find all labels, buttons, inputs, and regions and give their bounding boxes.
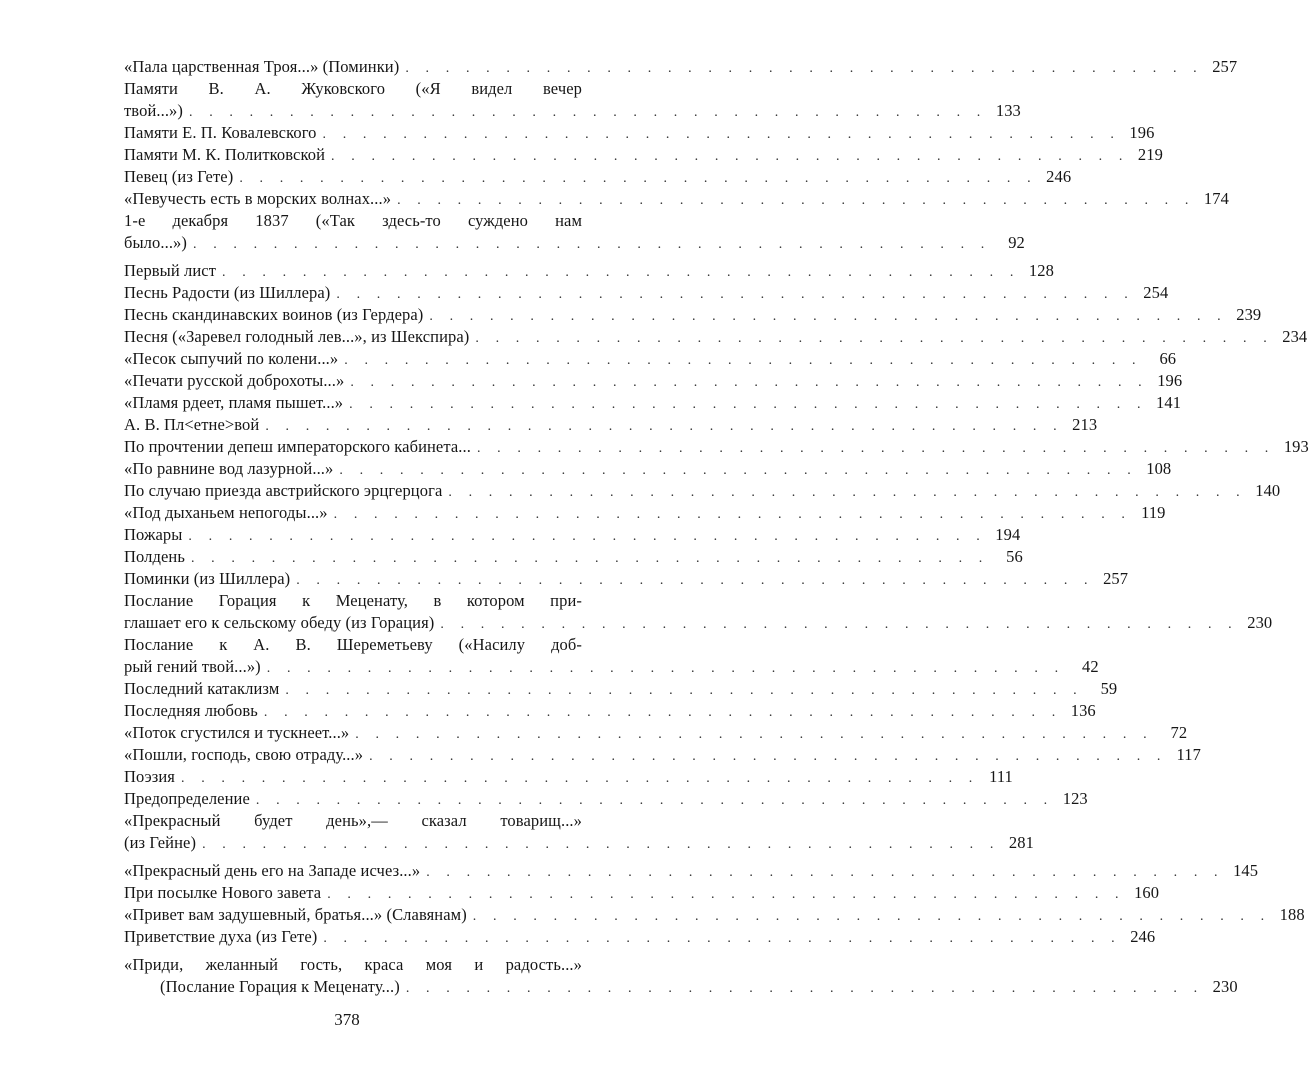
dot-leader: . . . . . . . . . . . . . . . . . . . . . . . . . . . . . . . . . . . . . . . . — [266, 661, 1065, 676]
toc-entry-line — [124, 436, 1309, 458]
toc-entry-title: твой...») — [124, 101, 183, 120]
toc-entry — [124, 78, 1021, 122]
toc-entry-page: 239 — [1236, 305, 1262, 324]
dot-leader: . . . . . . . . . . . . . . . . . . . . . . . . . . . . . . . . . . . . . . . . — [344, 353, 1143, 368]
toc-entry-line — [124, 656, 1099, 678]
toc-entry-page: 56 — [1006, 547, 1023, 566]
toc-entry-line — [124, 370, 1183, 392]
dot-leader: . . . . . . . . . . . . . . . . . . . . . . . . . . . . . . . . . . . . . . . . — [255, 793, 1054, 808]
toc-entry — [124, 56, 1238, 78]
toc-entry-line — [124, 480, 1281, 502]
toc-entry — [124, 392, 1182, 414]
table-of-contents — [124, 56, 1309, 998]
toc-entry-line — [124, 414, 1098, 436]
dot-leader: . . . . . . . . . . . . . . . . . . . . . . . . . . . . . . . . . . . . . . . . — [475, 331, 1274, 346]
toc-entry-title: рый гений твой...») — [124, 657, 261, 676]
toc-entry-line — [124, 860, 1259, 882]
toc-entry-title: глашает его к сельскому обеду (из Горация) — [124, 613, 435, 632]
dot-leader: . . . . . . . . . . . . . . . . . . . . . . . . . . . . . . . . . . . . . . . . — [472, 909, 1271, 924]
toc-entry — [124, 926, 1156, 948]
dot-leader: . . . . . . . . . . . . . . . . . . . . . . . . . . . . . . . . . . . . . . . . — [440, 617, 1239, 632]
toc-entry — [124, 954, 1238, 998]
toc-entry — [124, 210, 1025, 254]
toc-entry-line — [124, 260, 1054, 282]
toc-entry-page: 72 — [1170, 723, 1188, 742]
toc-entry — [124, 304, 1262, 326]
toc-entry-page: 123 — [1062, 789, 1088, 808]
toc-entry-line — [124, 166, 1072, 188]
toc-entry-title: Памяти Е. П. Ковалевского — [124, 123, 317, 142]
toc-entry-line — [124, 78, 582, 100]
dot-leader: . . . . . . . . . . . . . . . . . . . . . . . . . . . . . . . . . . . . . . . . — [322, 127, 1121, 142]
toc-entry-line — [124, 882, 1160, 904]
dot-leader: . . . . . . . . . . . . . . . . . . . . . . . . . . . . . . . . . . . . . . . . — [265, 419, 1064, 434]
toc-entry-page: 160 — [1134, 883, 1160, 902]
toc-entry-page: 257 — [1103, 569, 1129, 588]
toc-entry-page: 196 — [1157, 371, 1183, 390]
toc-entry — [124, 524, 1021, 546]
toc-entry-page: 194 — [995, 525, 1021, 544]
dot-leader: . . . . . . . . . . . . . . . . . . . . . . . . . . . . . . . . . . . . . . . . — [397, 193, 1195, 208]
toc-entry — [124, 788, 1088, 810]
toc-entry-title: «Пошли, господь, свою отраду...» — [124, 745, 364, 764]
toc-entry-title: Памяти В. А. Жуковского («Я видел вечер — [124, 79, 582, 98]
dot-leader: . . . . . . . . . . . . . . . . . . . . . . . . . . . . . . . . . . . . . . . . — [331, 149, 1129, 164]
toc-entry-title: «Пламя рдеет, пламя пышет...» — [124, 393, 344, 412]
toc-entry-title: Приветствие духа (из Гете) — [124, 927, 318, 946]
toc-entry-page: 42 — [1081, 657, 1099, 676]
toc-entry-page: 108 — [1146, 459, 1172, 478]
toc-entry-page: 119 — [1141, 503, 1166, 522]
toc-entry-line — [124, 210, 582, 232]
toc-entry — [124, 436, 1309, 458]
toc-entry-title: Поминки (из Шиллера) — [124, 569, 291, 588]
toc-entry — [124, 480, 1281, 502]
dot-leader: . . . . . . . . . . . . . . . . . . . . . . . . . . . . . . . . . . . . . . . . — [323, 931, 1122, 946]
toc-entry-title: Поэзия — [124, 767, 175, 786]
toc-entry-title: Песнь Радости (из Шиллера) — [124, 283, 331, 302]
toc-entry-line — [124, 304, 1262, 326]
toc-entry-page: 141 — [1156, 393, 1182, 412]
dot-leader: . . . . . . . . . . . . . . . . . . . . . . . . . . . . . . . . . . . . . . . . — [222, 265, 1020, 280]
toc-entry-title: Послание Горация к Меценату, в котором при- — [124, 591, 582, 610]
toc-entry-title: Последняя любовь — [124, 701, 258, 720]
dot-leader: . . . . . . . . . . . . . . . . . . . . . . . . . . . . . . . . . . . . . . . . — [327, 887, 1126, 902]
dot-leader: . . . . . . . . . . . . . . . . . . . . . . . . . . . . . . . . . . . . . . . . — [426, 865, 1225, 880]
toc-entry — [124, 122, 1155, 144]
dot-leader: . . . . . . . . . . . . . . . . . . . . . . . . . . . . . . . . . . . . . . . . — [355, 727, 1154, 742]
toc-entry — [124, 370, 1183, 392]
toc-entry-title: По случаю приезда австрийского эрцгерцога — [124, 481, 443, 500]
toc-entry — [124, 458, 1172, 480]
dot-leader: . . . . . . . . . . . . . . . . . . . . . . . . . . . . . . . . . . . . . . . . — [190, 551, 989, 566]
toc-entry — [124, 766, 1013, 788]
toc-entry-line — [124, 976, 1238, 998]
dot-leader: . . . . . . . . . . . . . . . . . . . . . . . . . . . . . . . . . . . . . . . . — [369, 749, 1167, 764]
toc-entry-line — [124, 744, 1201, 766]
toc-entry-page: 136 — [1070, 701, 1096, 720]
toc-entry-page: 196 — [1129, 123, 1155, 142]
toc-entry-line — [124, 766, 1013, 788]
toc-entry-line — [124, 612, 1273, 634]
toc-entry-page: 59 — [1100, 679, 1118, 698]
toc-entry-page: 193 — [1283, 437, 1309, 456]
toc-entry — [124, 188, 1229, 210]
toc-entry-title: Послание к А. В. Шереметьеву («Насилу доб- — [124, 635, 582, 654]
toc-entry-title: По прочтении депеш императорского кабинета... — [124, 437, 471, 456]
toc-entry-page: 281 — [1008, 833, 1034, 852]
toc-entry — [124, 860, 1259, 882]
toc-entry-title: 1-е декабря 1837 («Так здесь-то суждено нам — [124, 211, 582, 230]
toc-entry-line — [124, 122, 1155, 144]
dot-leader: . . . . . . . . . . . . . . . . . . . . . . . . . . . . . . . . . . . . . . . . — [349, 397, 1148, 412]
toc-entry-line — [124, 700, 1096, 722]
toc-entry-title: «Приди, желанный гость, краса моя и радость...» — [124, 955, 582, 974]
toc-entry-line — [124, 810, 582, 832]
toc-entry-title: Памяти М. К. Политковской — [124, 145, 326, 164]
toc-entry — [124, 634, 1099, 678]
toc-entry-page: 230 — [1247, 613, 1273, 632]
toc-entry-page: 66 — [1159, 349, 1177, 368]
toc-entry-title: Предопределение — [124, 789, 250, 808]
dot-leader: . . . . . . . . . . . . . . . . . . . . . . . . . . . . . . . . . . . . . . . . — [339, 463, 1138, 478]
toc-entry-title: было...») — [124, 233, 187, 252]
toc-entry-line — [124, 722, 1188, 744]
toc-entry-page: 145 — [1233, 861, 1259, 880]
toc-entry-title: Пожары — [124, 525, 183, 544]
toc-entry — [124, 546, 1023, 568]
toc-entry-page: 133 — [995, 101, 1021, 120]
toc-entry-title: «Привет вам задушевный, братья...» (Славянам) — [124, 905, 467, 924]
toc-entry — [124, 678, 1118, 700]
dot-leader: . . . . . . . . . . . . . . . . . . . . . . . . . . . . . . . . . . . . . . . . — [239, 171, 1038, 186]
dot-leader: . . . . . . . . . . . . . . . . . . . . . . . . . . . . . . . . . . . . . . . . — [336, 287, 1135, 302]
toc-entry-page: 117 — [1176, 745, 1201, 764]
toc-entry — [124, 260, 1054, 282]
page-number: 378 — [334, 1010, 360, 1029]
toc-entry — [124, 326, 1308, 348]
dot-leader: . . . . . . . . . . . . . . . . . . . . . . . . . . . . . . . . . . . . . . . . — [189, 105, 987, 120]
toc-entry-line — [124, 832, 1034, 854]
toc-entry-page: 257 — [1212, 57, 1238, 76]
toc-entry-line — [124, 788, 1088, 810]
toc-entry-line — [124, 56, 1238, 78]
toc-entry-line — [124, 678, 1118, 700]
toc-entry-title: Песня («Заревел голодный лев...», из Шекспира) — [124, 327, 470, 346]
toc-entry-page: 174 — [1203, 189, 1229, 208]
toc-entry-line — [124, 144, 1163, 166]
toc-entry-line — [124, 904, 1305, 926]
toc-entry-line — [124, 546, 1023, 568]
toc-entry — [124, 348, 1177, 370]
toc-entry-title: «Поток сгустился и тускнеет...» — [124, 723, 350, 742]
toc-entry-line — [124, 232, 1025, 254]
toc-entry-page: 246 — [1130, 927, 1156, 946]
toc-entry-page: 246 — [1046, 167, 1072, 186]
dot-leader: . . . . . . . . . . . . . . . . . . . . . . . . . . . . . . . . . . . . . . . . — [405, 981, 1204, 996]
toc-entry-title: «Пала царственная Троя...» (Поминки) — [124, 57, 400, 76]
dot-leader: . . . . . . . . . . . . . . . . . . . . . . . . . . . . . . . . . . . . . . . . — [350, 375, 1149, 390]
toc-entry-title: «По равнине вод лазурной...» — [124, 459, 334, 478]
toc-entry-line — [124, 568, 1129, 590]
toc-entry-title: А. В. Пл<етне>вой — [124, 415, 260, 434]
toc-entry-line — [124, 502, 1166, 524]
dot-leader: . . . . . . . . . . . . . . . . . . . . . . . . . . . . . . . . . . . . . . . . — [263, 705, 1062, 720]
dot-leader: . . . . . . . . . . . . . . . . . . . . . . . . . . . . . . . . . . . . . . . . — [476, 441, 1275, 456]
dot-leader: . . . . . . . . . . . . . . . . . . . . . . . . . . . . . . . . . . . . . . . . — [202, 837, 1000, 852]
toc-entry-line — [124, 282, 1169, 304]
toc-entry-line — [124, 100, 1021, 122]
toc-entry-title: Полдень — [124, 547, 185, 566]
toc-entry-title: Певец (из Гете) — [124, 167, 234, 186]
toc-entry-title: Первый лист — [124, 261, 217, 280]
toc-entry — [124, 810, 1034, 854]
toc-entry-page: 111 — [989, 767, 1013, 786]
toc-entry-page: 219 — [1137, 145, 1163, 164]
toc-entry-page: 230 — [1212, 977, 1238, 996]
toc-entry — [124, 882, 1160, 904]
toc-entry-line — [124, 926, 1156, 948]
dot-leader: . . . . . . . . . . . . . . . . . . . . . . . . . . . . . . . . . . . . . . . . — [285, 683, 1084, 698]
toc-entry-title: (из Гейне) — [124, 833, 197, 852]
toc-entry — [124, 700, 1096, 722]
dot-leader: . . . . . . . . . . . . . . . . . . . . . . . . . . . . . . . . . . . . . . . . — [181, 771, 979, 786]
dot-leader: . . . . . . . . . . . . . . . . . . . . . . . . . . . . . . . . . . . . . . . . — [296, 573, 1095, 588]
toc-entry-title: «Прекрасный будет день»,— сказал товарищ...» — [124, 811, 582, 830]
toc-entry-line — [124, 326, 1308, 348]
toc-entry-title: «Под дыханьем непогоды...» — [124, 503, 328, 522]
toc-entry-page: 140 — [1255, 481, 1281, 500]
toc-entry-title: «Песок сыпучий по колени...» — [124, 349, 339, 368]
toc-entry — [124, 744, 1201, 766]
toc-entry-page: 128 — [1028, 261, 1054, 280]
toc-entry-title: «Печати русской доброхоты...» — [124, 371, 345, 390]
toc-entry — [124, 144, 1163, 166]
toc-entry — [124, 568, 1129, 590]
toc-entry-title: «Прекрасный день его на Западе исчез...» — [124, 861, 421, 880]
toc-entry — [124, 590, 1273, 634]
toc-entry-title: (Послание Горация к Меценату...) — [160, 977, 400, 996]
toc-entry-line — [124, 188, 1229, 210]
toc-entry — [124, 166, 1072, 188]
toc-entry-title: При посылке Нового завета — [124, 883, 322, 902]
dot-leader: . . . . . . . . . . . . . . . . . . . . . . . . . . . . . . . . . . . . . . . . — [429, 309, 1228, 324]
dot-leader: . . . . . . . . . . . . . . . . . . . . . . . . . . . . . . . . . . . . . . . . — [188, 529, 987, 544]
toc-entry — [124, 502, 1166, 524]
toc-entry-title: Песнь скандинавских воинов (из Гердера) — [124, 305, 424, 324]
toc-entry — [124, 722, 1188, 744]
toc-entry-title: Последний катаклизм — [124, 679, 280, 698]
toc-entry-title: «Певучесть есть в морских волнах...» — [124, 189, 392, 208]
toc-entry-page: 254 — [1143, 283, 1169, 302]
toc-entry-line — [124, 524, 1021, 546]
toc-entry-line — [124, 590, 582, 612]
toc-entry-page: 234 — [1282, 327, 1308, 346]
dot-leader: . . . . . . . . . . . . . . . . . . . . . . . . . . . . . . . . . . . . . . . . — [333, 507, 1132, 522]
toc-entry-line — [124, 634, 582, 656]
dot-leader: . . . . . . . . . . . . . . . . . . . . . . . . . . . . . . . . . . . . . . . . — [405, 61, 1204, 76]
toc-entry — [124, 414, 1098, 436]
toc-entry-line — [124, 348, 1177, 370]
toc-entry-page: 92 — [1008, 233, 1025, 252]
toc-entry-line — [124, 954, 582, 976]
toc-entry-line — [124, 458, 1172, 480]
toc-entry — [124, 282, 1169, 304]
toc-entry-page: 188 — [1279, 905, 1305, 924]
toc-entry — [124, 904, 1305, 926]
dot-leader: . . . . . . . . . . . . . . . . . . . . . . . . . . . . . . . . . . . . . . . . — [193, 237, 991, 252]
toc-entry-line — [124, 392, 1182, 414]
dot-leader: . . . . . . . . . . . . . . . . . . . . . . . . . . . . . . . . . . . . . . . . — [448, 485, 1247, 500]
toc-entry-page: 213 — [1072, 415, 1098, 434]
